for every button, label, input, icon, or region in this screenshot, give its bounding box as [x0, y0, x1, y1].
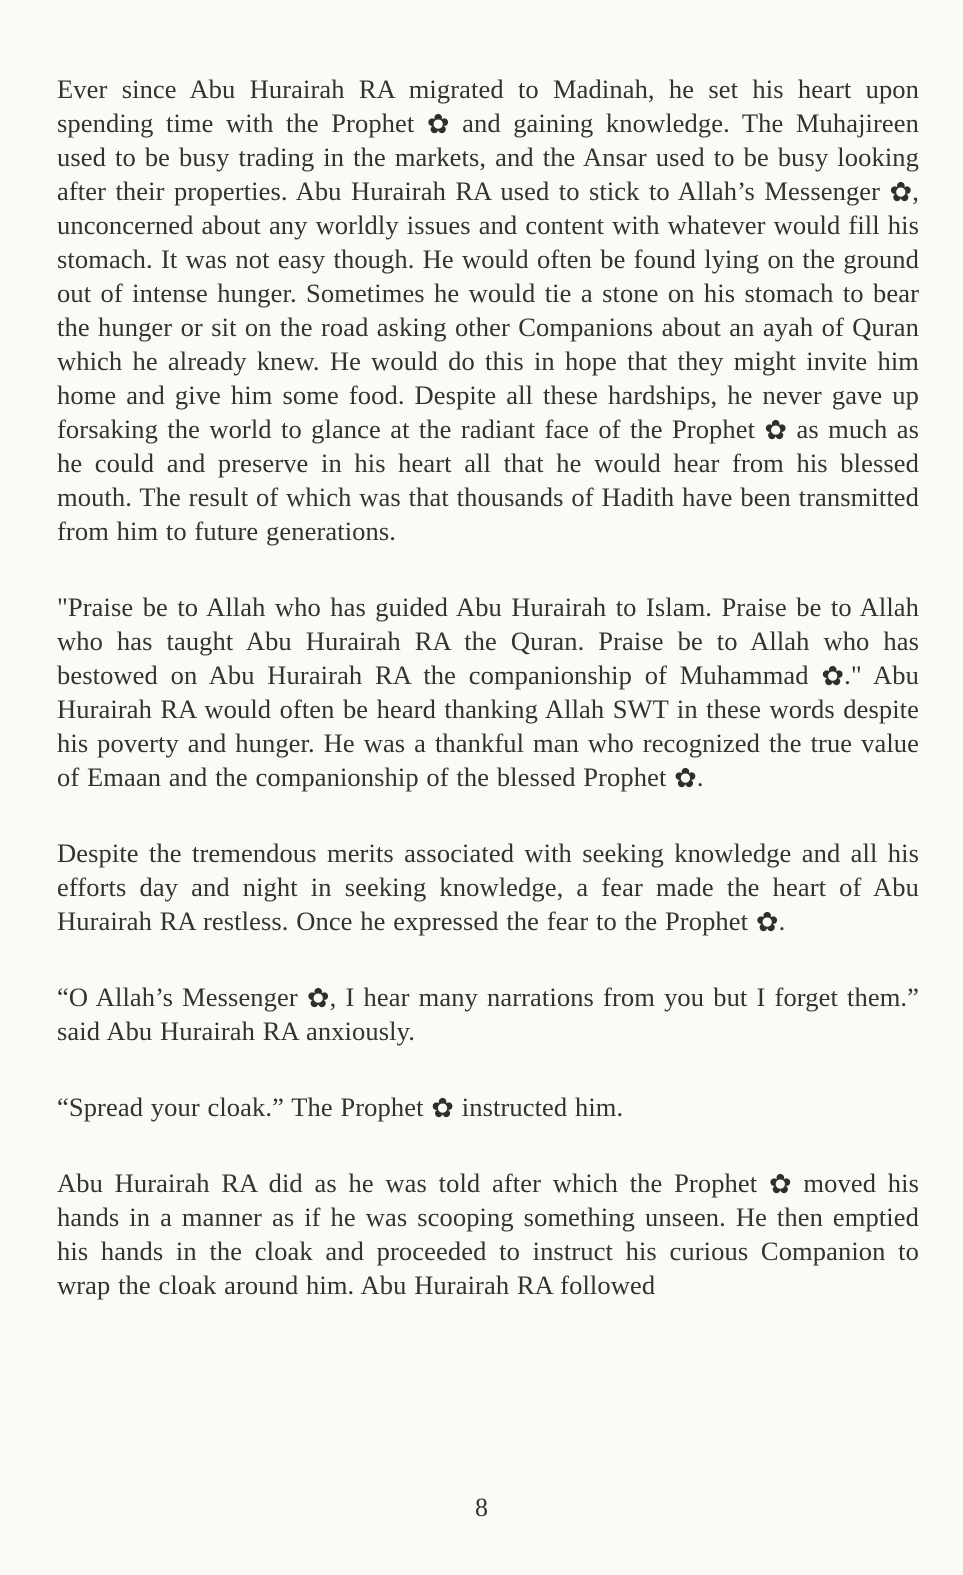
page-number: 8	[475, 1493, 488, 1522]
paragraph-5: “Spread your cloak.” The Prophet ✿ instructed him.	[57, 1092, 624, 1124]
paragraph-4: “O Allah’s Messenger ✿, I hear many narrations from you but I forget them.” said Abu Hurairah RA anxiously.	[57, 982, 919, 1046]
paragraph-3: Despite the tremendous merits associated with seeking knowledge and all his efforts day and night in seeking knowledge, a fear made the heart of Abu Hurairah RA restless. Once he expressed the fear to the Prophet ✿.	[57, 838, 919, 938]
page-footer	[0, 1493, 963, 1523]
pbuh-calligraphy-symbol: ✿	[889, 177, 913, 208]
page-content	[57, 72, 919, 1302]
pbuh-calligraphy-symbol: ✿	[431, 1093, 455, 1124]
paragraph-6: Abu Hurairah RA did as he was told after which the Prophet ✿ moved his hands in a manner as if he was scooping something unseen. He then emptied his hands in the cloak and proceeded to instruct his curious Companion to wrap the cloak around him. Abu Hurairah RA followed	[57, 1168, 919, 1300]
pbuh-calligraphy-symbol: ✿	[764, 415, 788, 446]
pbuh-calligraphy-symbol: ✿	[821, 661, 845, 692]
pbuh-calligraphy-symbol: ✿	[426, 109, 450, 140]
pbuh-calligraphy-symbol: ✿	[306, 983, 330, 1014]
pbuh-calligraphy-symbol: ✿	[768, 1169, 792, 1200]
paragraph-1: Ever since Abu Hurairah RA migrated to Madinah, he set his heart upon spending time with the Prophet ✿ and gaining knowledge. The Muhajireen used to be busy trading in the markets, and the Ansar used to be busy looking after their properties. Abu Hurairah RA used to stick to Allah’s Messenger ✿, unconcerned about any worldly issues and content with whatever would fill his stomach. It was not easy though. He would often be found lying on the ground out of intense hunger. Sometimes he would tie a stone on his stomach to bear the hunger or sit on the road asking other Companions about an ayah of Quran which he already knew. He would do this in hope that they might invite him home and give him some food. Despite all these hardships, he never gave up forsaking the world to glance at the radiant face of the Prophet ✿ as much as he could and preserve in his heart all that he would hear from his blessed mouth. The result of which was that thousands of Hadith have been transmitted from him to future generations.	[57, 74, 919, 546]
paragraph-2: "Praise be to Allah who has guided Abu Hurairah to Islam. Praise be to Allah who has taught Abu Hurairah RA the Quran. Praise be to Allah who has bestowed on Abu Hurairah RA the companionship of Muhammad ✿." Abu Hurairah RA would often be heard thanking Allah SWT in these words despite his poverty and hunger. He was a thankful man who recognized the true value of Emaan and the companionship of the blessed Prophet ✿.	[57, 592, 919, 794]
pbuh-calligraphy-symbol: ✿	[674, 763, 697, 794]
pbuh-calligraphy-symbol: ✿	[755, 907, 779, 938]
